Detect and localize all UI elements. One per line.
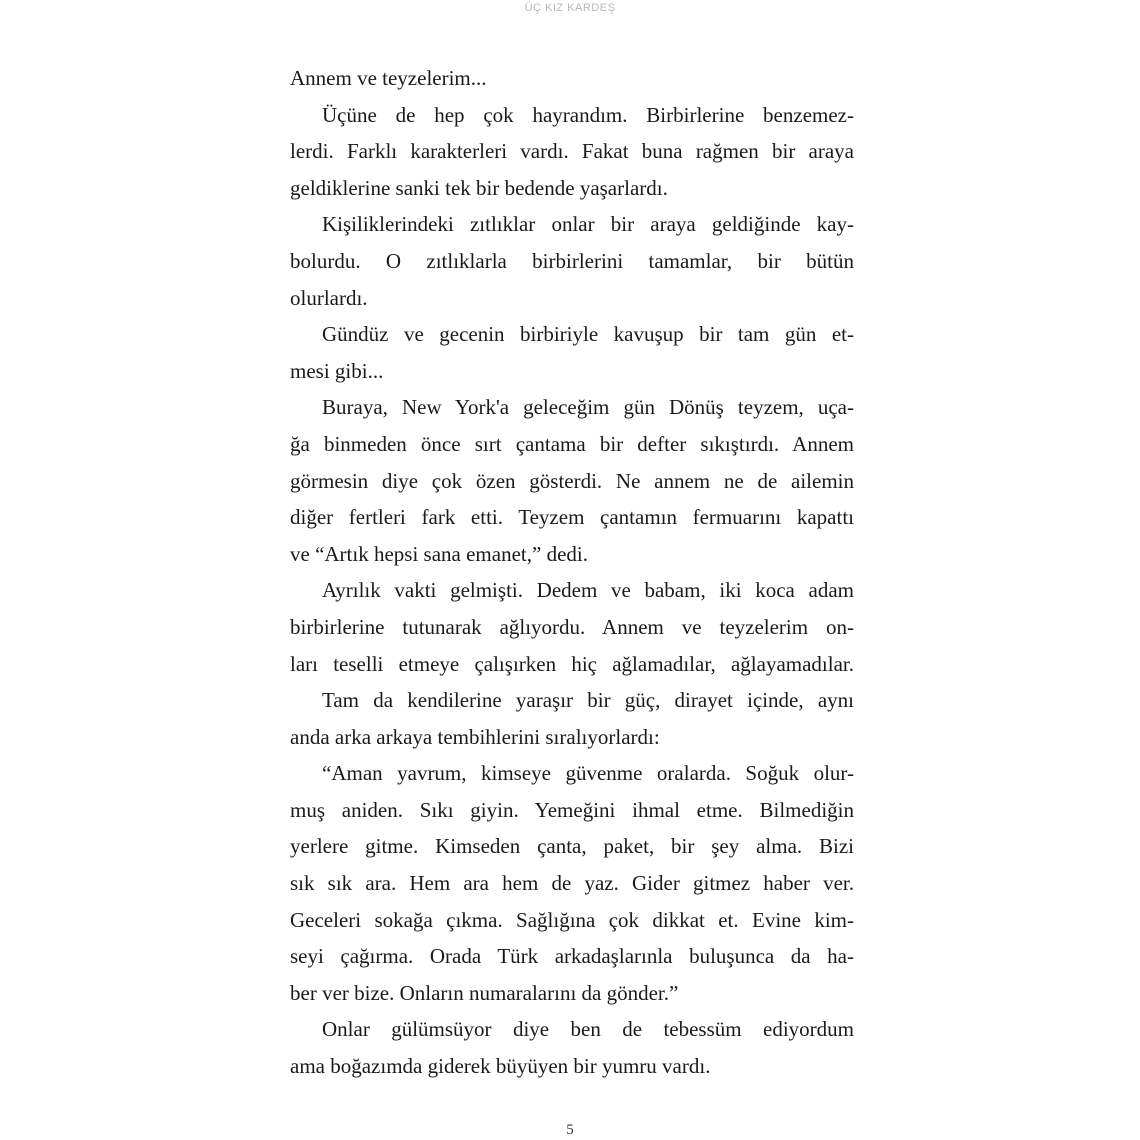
text-line: Üçüne de hep çok hayrandım. Birbirlerine benzemez-: [322, 102, 854, 127]
text-line: ve “Artık hepsi sana emanet,” dedi.: [290, 541, 588, 566]
page-number: 5: [566, 1122, 574, 1138]
text-line: geldiklerine sanki tek bir bedende yaşarlardı.: [290, 175, 668, 200]
text-line: diğer fertleri fark etti. Teyzem çantamın fermuarını kapattı: [290, 505, 854, 530]
text-line: seyi çağırma. Orada Türk arkadaşlarınla buluşunca da ha-: [290, 944, 854, 969]
text-line: Onlar gülümsüyor diye ben de tebessüm ediyordum: [322, 1017, 854, 1042]
text-line: olurlardı.: [290, 285, 368, 310]
text-line: Kişiliklerindeki zıtlıklar onlar bir araya geldiğinde kay-: [322, 212, 854, 237]
text-line: ğa binmeden önce sırt çantama bir defter sıkıştırdı. Annem: [290, 431, 854, 456]
text-line: sık sık ara. Hem ara hem de yaz. Gider gitmez haber ver.: [290, 871, 854, 896]
text-line: bolurdu. O zıtlıklarla birbirlerini tamamlar, bir bütün: [290, 248, 854, 273]
body-text: [290, 60, 854, 1085]
text-line: birbirlerine tutunarak ağlıyordu. Annem ve teyzelerim on-: [290, 614, 854, 639]
text-line: “Aman yavrum, kimseye güvenme oralarda. Soğuk olur-: [322, 761, 854, 786]
text-line: Ayrılık vakti gelmişti. Dedem ve babam, iki koca adam: [322, 578, 854, 603]
text-line: Annem ve teyzelerim...: [290, 66, 487, 90]
text-line: ları teselli etmeye çalışırken hiç ağlamadılar, ağlayamadılar.: [290, 651, 854, 676]
text-line: yerlere gitme. Kimseden çanta, paket, bir şey alma. Bizi: [290, 834, 854, 859]
text-line: ber ver bize. Onların numaralarını da gönder.”: [290, 980, 679, 1005]
text-line: muş aniden. Sıkı giyin. Yemeğini ihmal etme. Bilmediğin: [290, 797, 854, 822]
text-line: mesi gibi...: [290, 358, 384, 383]
running-header: ÜÇ KIZ KARDEŞ: [524, 2, 616, 14]
text-line: lerdi. Farklı karakterleri vardı. Fakat buna rağmen bir araya: [290, 139, 854, 164]
text-line: Gündüz ve gecenin birbiriyle kavuşup bir tam gün et-: [322, 322, 854, 347]
text-line: Tam da kendilerine yaraşır bir güç, dirayet içinde, aynı: [322, 688, 854, 713]
text-line: Geceleri sokağa çıkma. Sağlığına çok dikkat et. Evine kim-: [290, 907, 854, 932]
text-line: görmesin diye çok özen gösterdi. Ne annem ne de ailemin: [290, 468, 854, 493]
text-line: ama boğazımda giderek büyüyen bir yumru vardı.: [290, 1054, 711, 1079]
text-line: Buraya, New York'a geleceğim gün Dönüş teyzem, uça-: [322, 395, 854, 420]
text-line: anda arka arkaya tembihlerini sıralıyorlardı:: [290, 724, 660, 749]
